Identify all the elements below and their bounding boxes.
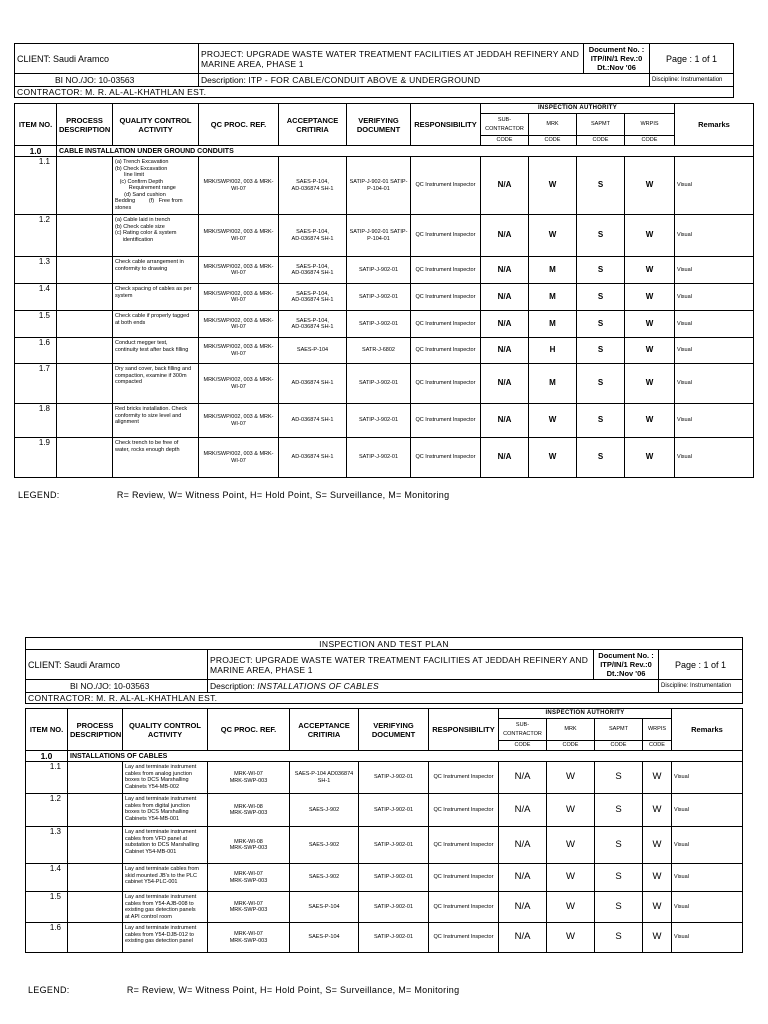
acceptance-criteria: SAES-J-902 [290, 864, 359, 892]
inspection-sub-contractor: N/A [481, 215, 529, 257]
qc-proc-ref: MRK/SWP/002, 003 & MRK-WI-07 [199, 438, 279, 478]
itp-table [25, 708, 743, 953]
item-number: 1.1 [15, 157, 57, 215]
inspection-mrk: W [547, 762, 595, 794]
inspection-wrpis: W [625, 157, 675, 215]
remarks: Visual [675, 215, 754, 257]
itp-sheet-cable-conduit [14, 43, 733, 478]
inspection-sub-contractor: N/A [481, 257, 529, 284]
code-label: CODE [577, 136, 625, 146]
quality-control-activity [123, 794, 208, 827]
inspection-mrk: W [529, 404, 577, 438]
inspection-sapmt: S [595, 827, 643, 864]
description-value: INSTALLATIONS OF CABLES [257, 681, 379, 691]
col-remarks: Remarks [675, 104, 754, 146]
inspection-sub-contractor: N/A [499, 923, 547, 953]
remarks: Visual [675, 438, 754, 478]
verifying-document: SATIP-J-902-01 SATIP-P-104-01 [347, 157, 411, 215]
table-row [26, 864, 743, 892]
col-item-no: ITEM NO. [15, 104, 57, 146]
col-acceptance-criteria: ACCEPTANCE CRITIRIA [279, 104, 347, 146]
quality-control-activity [113, 364, 199, 404]
quality-control-activity-text: Conduct megger test, continuity test after back filling [115, 340, 189, 353]
table-row [15, 338, 754, 364]
remarks: Visual [675, 338, 754, 364]
col-quality-control-activity: QUALITY CONTROL ACTIVITY [113, 104, 199, 146]
acceptance-criteria: SAES-P-104 [290, 923, 359, 953]
responsibility: QC Instrument Inspector [429, 827, 499, 864]
description-value: ITP - FOR CABLE/CONDUIT ABOVE & UNDERGROUND [248, 75, 481, 85]
process-description [68, 794, 123, 827]
remarks: Visual [672, 923, 743, 953]
item-number: 1.5 [26, 892, 68, 923]
responsibility: QC Instrument Inspector [429, 892, 499, 923]
quality-control-activity-text: Lay and terminate instrument cables from Y54-DJB-012 to existing gas detection panel [125, 925, 197, 944]
inspection-mrk: W [547, 827, 595, 864]
responsibility: QC Instrument Inspector [429, 864, 499, 892]
inspection-mrk: W [547, 794, 595, 827]
col-sapmt: SAPMT [595, 719, 643, 741]
process-description [57, 157, 113, 215]
col-quality-control-activity: QUALITY CONTROL ACTIVITY [123, 709, 208, 751]
col-wrpis: WRPIS [625, 114, 675, 136]
verifying-document: SATIP-J-902-01 [359, 794, 429, 827]
item-number: 1.3 [26, 827, 68, 864]
inspection-sub-contractor: N/A [481, 284, 529, 311]
table-row [15, 257, 754, 284]
inspection-sub-contractor: N/A [499, 892, 547, 923]
process-description [57, 284, 113, 311]
responsibility: QC Instrument Inspector [411, 157, 481, 215]
item-number: 1.1 [26, 762, 68, 794]
table-row [15, 404, 754, 438]
inspection-sapmt: S [577, 257, 625, 284]
remarks: Visual [672, 794, 743, 827]
quality-control-activity [123, 892, 208, 923]
doc-line-1: Document No. : [588, 45, 645, 54]
verifying-document: SATIP-J-902-01 [347, 284, 411, 311]
qc-proc-ref: MRK/SWP/002, 003 & MRK-WI-07 [199, 257, 279, 284]
inspection-sub-contractor: N/A [499, 864, 547, 892]
verifying-document: SATIP-J-902-01 [359, 762, 429, 794]
process-description [57, 364, 113, 404]
code-label: CODE [499, 741, 547, 751]
quality-control-activity-text: Check cable if properly tagged at both ends [115, 313, 190, 326]
remarks: Visual [672, 864, 743, 892]
quality-control-activity [123, 762, 208, 794]
item-number: 1.8 [15, 404, 57, 438]
doc-line-3: Dt.:Nov '06 [597, 63, 636, 72]
process-description [68, 892, 123, 923]
quality-control-activity-text: Red bricks installation. Check conformity to size level and alignment [115, 406, 188, 425]
qc-proc-ref: MRK/SWP/002, 003 & MRK-WI-07 [199, 284, 279, 311]
inspection-sapmt: S [577, 215, 625, 257]
inspection-mrk: M [529, 311, 577, 338]
col-item-no: ITEM NO. [26, 709, 68, 751]
project-title: PROJECT: UPGRADE WASTE WATER TREATMENT FACILITIES AT JEDDAH REFINERY AND MARINE AREA, PHASE 1 [199, 44, 584, 74]
responsibility: QC Instrument Inspector [411, 438, 481, 478]
process-description [68, 864, 123, 892]
table-row [15, 438, 754, 478]
code-label: CODE [643, 741, 672, 751]
inspection-sub-contractor: N/A [499, 794, 547, 827]
col-inspection-authority: INSPECTION AUTHORITY [499, 709, 672, 719]
code-label: CODE [529, 136, 577, 146]
itp-rows [15, 157, 754, 478]
verifying-document: SATIP-J-902-01 [347, 311, 411, 338]
quality-control-activity [113, 438, 199, 478]
qc-proc-ref: MRK-WI-08 MRK-SWP-003 [208, 827, 290, 864]
inspection-sapmt: S [577, 338, 625, 364]
item-number: 1.9 [15, 438, 57, 478]
inspection-sapmt: S [595, 923, 643, 953]
table-row [15, 215, 754, 257]
page-number: Page : 1 of 1 [659, 650, 743, 680]
verifying-document: SATIP-J-902-01 [347, 438, 411, 478]
item-number: 1.4 [26, 864, 68, 892]
inspection-sapmt: S [577, 311, 625, 338]
verifying-document: SATIP-J-902-01 [347, 364, 411, 404]
inspection-wrpis: W [643, 892, 672, 923]
table-row [26, 762, 743, 794]
responsibility: QC Instrument Inspector [429, 762, 499, 794]
acceptance-criteria: SAES-P-104, AD-036874 SH-1 [279, 311, 347, 338]
acceptance-criteria: SAES-P-104 [290, 892, 359, 923]
item-number: 1.6 [15, 338, 57, 364]
inspection-wrpis: W [643, 827, 672, 864]
inspection-mrk: M [529, 364, 577, 404]
remarks: Visual [672, 892, 743, 923]
col-sub-contractor: SUB- CONTRACTOR [481, 114, 529, 136]
contractor-label: CONTRACTOR: M. R. AL-AL-KHATHLAN EST. [26, 693, 743, 704]
doc-line-1: Document No. : [598, 651, 654, 660]
inspection-sub-contractor: N/A [481, 157, 529, 215]
inspection-wrpis: W [643, 794, 672, 827]
responsibility: QC Instrument Inspector [429, 794, 499, 827]
description-label: Description: [201, 75, 246, 85]
remarks: Visual [675, 257, 754, 284]
remarks: Visual [672, 827, 743, 864]
doc-line-3: Dt.:Nov '06 [606, 669, 646, 678]
code-label: CODE [625, 136, 675, 146]
legend-label: LEGEND: [28, 985, 70, 995]
responsibility: QC Instrument Inspector [411, 364, 481, 404]
table-row [15, 364, 754, 404]
quality-control-activity [123, 827, 208, 864]
client-label: CLIENT: Saudi Aramco [15, 44, 199, 74]
table-row [26, 923, 743, 953]
col-sub-contractor: SUB- CONTRACTOR [499, 719, 547, 741]
inspection-wrpis: W [625, 438, 675, 478]
col-responsibility: RESPONSIBILITY [429, 709, 499, 751]
inspection-wrpis: W [625, 311, 675, 338]
quality-control-activity-text: Check spacing of cables as per system [115, 286, 192, 299]
itp-table [14, 103, 754, 478]
inspection-sapmt: S [577, 364, 625, 404]
remarks: Visual [675, 311, 754, 338]
inspection-sapmt: S [595, 864, 643, 892]
inspection-wrpis: W [643, 762, 672, 794]
inspection-mrk: W [547, 864, 595, 892]
item-number: 1.2 [15, 215, 57, 257]
code-label: CODE [595, 741, 643, 751]
inspection-sub-contractor: N/A [481, 311, 529, 338]
inspection-mrk: M [529, 257, 577, 284]
quality-control-activity-text: Check cable arrangement in conformity to drawing [115, 259, 184, 272]
quality-control-activity [113, 284, 199, 311]
code-label: CODE [481, 136, 529, 146]
col-process-description: PROCESS DESCRIPTION [68, 709, 123, 751]
verifying-document: SATR-J-6802 [347, 338, 411, 364]
quality-control-activity-text: (a) Trench Excavation (b) Check Excavation line limit (c) Confirm Depth Requirement range (d) Sand cushion Bedding (f) Free from stones [115, 159, 183, 211]
quality-control-activity [123, 864, 208, 892]
process-description [57, 404, 113, 438]
inspection-wrpis: W [625, 284, 675, 311]
inspection-sapmt: S [577, 438, 625, 478]
col-qc-proc-ref: QC PROC. REF. [199, 104, 279, 146]
inspection-wrpis: W [625, 364, 675, 404]
item-number: 1.7 [15, 364, 57, 404]
legend [28, 985, 459, 995]
col-acceptance-criteria: ACCEPTANCE CRITIRIA [290, 709, 359, 751]
process-description [57, 215, 113, 257]
discipline-label: Discipline: Instrumentation [659, 680, 743, 693]
process-description [57, 311, 113, 338]
qc-proc-ref: MRK/SWP/002, 003 & MRK-WI-07 [199, 311, 279, 338]
discipline-label: Discipline: Instrumentation [650, 74, 734, 87]
table-row [15, 157, 754, 215]
process-description [57, 338, 113, 364]
verifying-document: SATIP-J-902-01 [347, 404, 411, 438]
process-description [57, 438, 113, 478]
acceptance-criteria: SAES-J-902 [290, 827, 359, 864]
col-sapmt: SAPMT [577, 114, 625, 136]
quality-control-activity [113, 215, 199, 257]
inspection-sub-contractor: N/A [481, 338, 529, 364]
qc-proc-ref: MRK/SWP/002, 003 & MRK-WI-07 [199, 364, 279, 404]
remarks: Visual [672, 762, 743, 794]
inspection-sapmt: S [577, 284, 625, 311]
qc-proc-ref: MRK/SWP/002, 003 & MRK-WI-07 [199, 404, 279, 438]
quality-control-activity-text: (a) Cable laid in trench (b) Check cable size (c) Rating color & system identification [115, 217, 177, 243]
inspection-wrpis: W [625, 257, 675, 284]
item-number: 1.6 [26, 923, 68, 953]
process-description [57, 257, 113, 284]
col-mrk: MRK [547, 719, 595, 741]
col-qc-proc-ref: QC PROC. REF. [208, 709, 290, 751]
plan-title: INSPECTION AND TEST PLAN [26, 638, 743, 650]
responsibility: QC Instrument Inspector [411, 284, 481, 311]
table-row [26, 827, 743, 864]
qc-proc-ref: MRK-WI-07 MRK-SWP-003 [208, 892, 290, 923]
item-number: 1.2 [26, 794, 68, 827]
col-remarks: Remarks [672, 709, 743, 751]
remarks: Visual [675, 404, 754, 438]
qc-proc-ref: MRK/SWP/002, 003 & MRK-WI-07 [199, 338, 279, 364]
responsibility: QC Instrument Inspector [411, 338, 481, 364]
verifying-document: SATIP-J-902-01 [347, 257, 411, 284]
remarks: Visual [675, 157, 754, 215]
inspection-mrk: W [529, 157, 577, 215]
table-row [15, 311, 754, 338]
verifying-document: SATIP-J-902-01 [359, 864, 429, 892]
qc-proc-ref: MRK-WI-08 MRK-SWP-003 [208, 794, 290, 827]
verifying-document: SATIP-J-902-01 SATIP-P-104-01 [347, 215, 411, 257]
col-mrk: MRK [529, 114, 577, 136]
code-label: CODE [547, 741, 595, 751]
inspection-wrpis: W [625, 404, 675, 438]
inspection-mrk: W [529, 438, 577, 478]
inspection-mrk: W [529, 215, 577, 257]
inspection-wrpis: W [643, 864, 672, 892]
description-label: Description: [210, 681, 255, 691]
acceptance-criteria: SAES-P-104, AD-036874 SH-1 [279, 215, 347, 257]
col-inspection-authority: INSPECTION AUTHORITY [481, 104, 675, 114]
quality-control-activity-text: Lay and terminate cables from skid mounted JB's to the PLC cabinet Y54-PLC-001 [125, 866, 199, 885]
quality-control-activity-text: Lay and terminate instrument cables from VFD panel at substation to DCS Marshalling Cabinet Y54-MB-001 [125, 829, 199, 855]
inspection-sapmt: S [577, 404, 625, 438]
itp-sheet-installation-of-cables [25, 637, 742, 953]
section-title: CABLE INSTALLATION UNDER GROUND CONDUITS [57, 146, 754, 157]
inspection-wrpis: W [625, 338, 675, 364]
quality-control-activity [113, 338, 199, 364]
project-title: PROJECT: UPGRADE WASTE WATER TREATMENT FACILITIES AT JEDDAH REFINERY AND MARINE AREA, PHASE 1 [208, 650, 594, 680]
table-row [26, 892, 743, 923]
item-number: 1.5 [15, 311, 57, 338]
acceptance-criteria: SAES-P-104, AD-036874 SH-1 [279, 257, 347, 284]
quality-control-activity [113, 311, 199, 338]
legend-text: R= Review, W= Witness Point, H= Hold Point, S= Surveillance, M= Monitoring [116, 490, 450, 500]
section-number: 1.0 [15, 146, 57, 157]
acceptance-criteria: SAES-P-104, AD-036874 SH-1 [279, 284, 347, 311]
acceptance-criteria: SAES-P-104, AD-036874 SH-1 [279, 157, 347, 215]
col-responsibility: RESPONSIBILITY [411, 104, 481, 146]
responsibility: QC Instrument Inspector [411, 215, 481, 257]
inspection-sub-contractor: N/A [481, 364, 529, 404]
qc-proc-ref: MRK/SWP/002, 003 & MRK-WI-07 [199, 215, 279, 257]
bino-label: BI NO./JO: 10-03563 [15, 74, 199, 87]
process-description [68, 923, 123, 953]
itp-rows [26, 762, 743, 953]
document-number [584, 44, 650, 74]
description-cell [208, 680, 659, 693]
legend-text: R= Review, W= Witness Point, H= Hold Point, S= Surveillance, M= Monitoring [126, 985, 460, 995]
acceptance-criteria: AD-036874 SH-1 [279, 438, 347, 478]
inspection-mrk: W [547, 923, 595, 953]
quality-control-activity-text: Lay and terminate instrument cables from analog junction boxes to DCS Marshalling Cabinets Y54-MB-002 [125, 764, 197, 790]
acceptance-criteria: AD-036874 SH-1 [279, 404, 347, 438]
acceptance-criteria: SAES-P-104 AD036874 SH-1 [290, 762, 359, 794]
qc-proc-ref: MRK/SWP/002, 003 & MRK-WI-07 [199, 157, 279, 215]
quality-control-activity [113, 157, 199, 215]
page-number: Page : 1 of 1 [650, 44, 734, 74]
quality-control-activity [113, 404, 199, 438]
remarks: Visual [675, 284, 754, 311]
qc-proc-ref: MRK-WI-07 MRK-SWP-003 [208, 923, 290, 953]
responsibility: QC Instrument Inspector [411, 404, 481, 438]
responsibility: QC Instrument Inspector [429, 923, 499, 953]
inspection-mrk: M [529, 284, 577, 311]
inspection-wrpis: W [625, 215, 675, 257]
doc-line-2: ITP/IN/1 Rev.:0 [590, 54, 643, 63]
header-table [25, 637, 743, 704]
inspection-mrk: W [547, 892, 595, 923]
col-process-description: PROCESS DESCRIPTION [57, 104, 113, 146]
inspection-sapmt: S [595, 794, 643, 827]
col-verifying-document: VERIFYING DOCUMENT [347, 104, 411, 146]
section-number: 1.0 [26, 751, 68, 762]
inspection-sapmt: S [595, 762, 643, 794]
item-number: 1.3 [15, 257, 57, 284]
contractor-label: CONTRACTOR: M. R. AL-AL-KHATHLAN EST. [15, 87, 734, 98]
header-table [14, 43, 734, 98]
description-cell [199, 74, 650, 87]
quality-control-activity [113, 257, 199, 284]
responsibility: QC Instrument Inspector [411, 311, 481, 338]
inspection-sub-contractor: N/A [499, 762, 547, 794]
section-title: INSTALLATIONS OF CABLES [68, 751, 743, 762]
verifying-document: SATIP-J-902-01 [359, 923, 429, 953]
acceptance-criteria: SAES-J-902 [290, 794, 359, 827]
verifying-document: SATIP-J-902-01 [359, 892, 429, 923]
bino-label: BI NO./JO: 10-03563 [26, 680, 208, 693]
client-label: CLIENT: Saudi Aramco [26, 650, 208, 680]
table-row [15, 284, 754, 311]
document-number [594, 650, 659, 680]
inspection-sub-contractor: N/A [481, 438, 529, 478]
legend-label: LEGEND: [18, 490, 60, 500]
inspection-wrpis: W [643, 923, 672, 953]
item-number: 1.4 [15, 284, 57, 311]
process-description [68, 827, 123, 864]
remarks: Visual [675, 364, 754, 404]
quality-control-activity-text: Check trench to be free of water, rocks enough depth [115, 440, 180, 453]
col-verifying-document: VERIFYING DOCUMENT [359, 709, 429, 751]
inspection-sapmt: S [577, 157, 625, 215]
col-wrpis: WRPIS [643, 719, 672, 741]
verifying-document: SATIP-J-902-01 [359, 827, 429, 864]
quality-control-activity-text: Lay and terminate instrument cables from Y54-AJB-008 to existing gas detection panels at API control room [125, 894, 197, 920]
quality-control-activity-text: Lay and terminate instrument cables from digital junction boxes to DCS Marshalling Cabinets Y54-MB-001 [125, 796, 197, 822]
quality-control-activity [123, 923, 208, 953]
acceptance-criteria: SAES-P-104 [279, 338, 347, 364]
inspection-mrk: H [529, 338, 577, 364]
legend [18, 490, 449, 500]
table-row [26, 794, 743, 827]
inspection-sub-contractor: N/A [499, 827, 547, 864]
inspection-sub-contractor: N/A [481, 404, 529, 438]
inspection-sapmt: S [595, 892, 643, 923]
quality-control-activity-text: Dry sand cover, back filling and compaction, examine if 300m compacted [115, 366, 192, 385]
responsibility: QC Instrument Inspector [411, 257, 481, 284]
qc-proc-ref: MRK-WI-07 MRK-SWP-003 [208, 864, 290, 892]
acceptance-criteria: AD-036874 SH-1 [279, 364, 347, 404]
process-description [68, 762, 123, 794]
doc-line-2: ITP/IN/1 Rev.:0 [600, 660, 652, 669]
qc-proc-ref: MRK-WI-07 MRK-SWP-003 [208, 762, 290, 794]
